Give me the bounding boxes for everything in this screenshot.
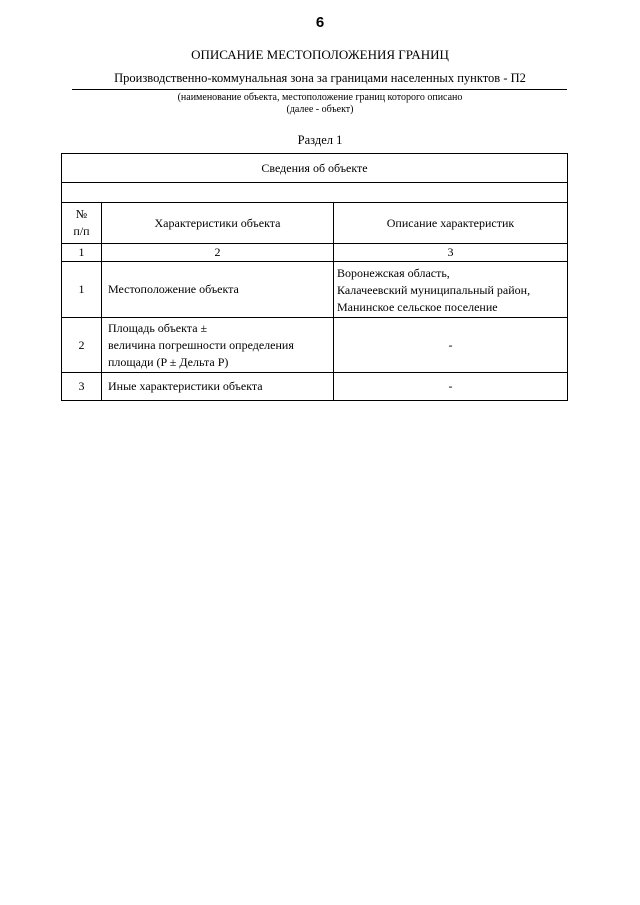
object-caption xyxy=(0,92,640,116)
table-heading: Сведения об объекте xyxy=(62,154,568,183)
row-characteristic-line: площади (P ± Дельта P) xyxy=(108,354,229,369)
column-number-1: 1 xyxy=(62,244,102,262)
row-description xyxy=(334,262,568,318)
row-description-line: Воронежская область, xyxy=(337,266,450,280)
header-num-line-1: № xyxy=(75,207,88,221)
page-number: 6 xyxy=(315,14,325,31)
row-description: - xyxy=(334,373,568,401)
empty-cell xyxy=(62,183,568,203)
object-caption-line-2: (далее - объект) xyxy=(286,104,354,115)
header-description: Описание характеристик xyxy=(334,203,568,244)
object-name: Производственно-коммунальная зона за границами населенных пунктов - П2 xyxy=(114,71,526,85)
row-description-line: Манинское сельское поселение xyxy=(337,300,498,314)
column-number-2: 2 xyxy=(102,244,334,262)
row-description-line: Калачеевский муниципальный район, xyxy=(337,283,531,297)
table-heading-row xyxy=(62,154,568,183)
table-empty-row xyxy=(62,183,568,203)
row-characteristic-line: Площадь объекта ± xyxy=(108,320,208,335)
header-characteristic: Характеристики объекта xyxy=(102,203,334,244)
object-name-underline xyxy=(72,89,567,90)
row-num: 1 xyxy=(62,262,102,318)
table-header-row xyxy=(62,203,568,244)
row-characteristic-line: Местоположение объекта xyxy=(108,282,239,296)
header-num xyxy=(62,203,102,244)
section-title: Раздел 1 xyxy=(297,133,343,147)
table-row xyxy=(62,318,568,373)
row-num: 2 xyxy=(62,318,102,373)
column-number-3: 3 xyxy=(334,244,568,262)
object-caption-line-1: (наименование объекта, местоположение границ которого описано xyxy=(177,92,463,103)
row-characteristic xyxy=(102,262,334,318)
row-characteristic: Иные характеристики объекта xyxy=(102,373,334,401)
document-title: ОПИСАНИЕ МЕСТОПОЛОЖЕНИЯ ГРАНИЦ xyxy=(191,47,449,62)
row-characteristic xyxy=(102,318,334,373)
header-num-line-2: п/п xyxy=(73,224,90,238)
column-number-row xyxy=(62,244,568,262)
row-characteristic-line: величина погрешности определения xyxy=(108,337,294,352)
row-num: 3 xyxy=(62,373,102,401)
table-row xyxy=(62,262,568,318)
row-description: - xyxy=(334,318,568,373)
object-info-table xyxy=(61,153,568,401)
table-row xyxy=(62,373,568,401)
